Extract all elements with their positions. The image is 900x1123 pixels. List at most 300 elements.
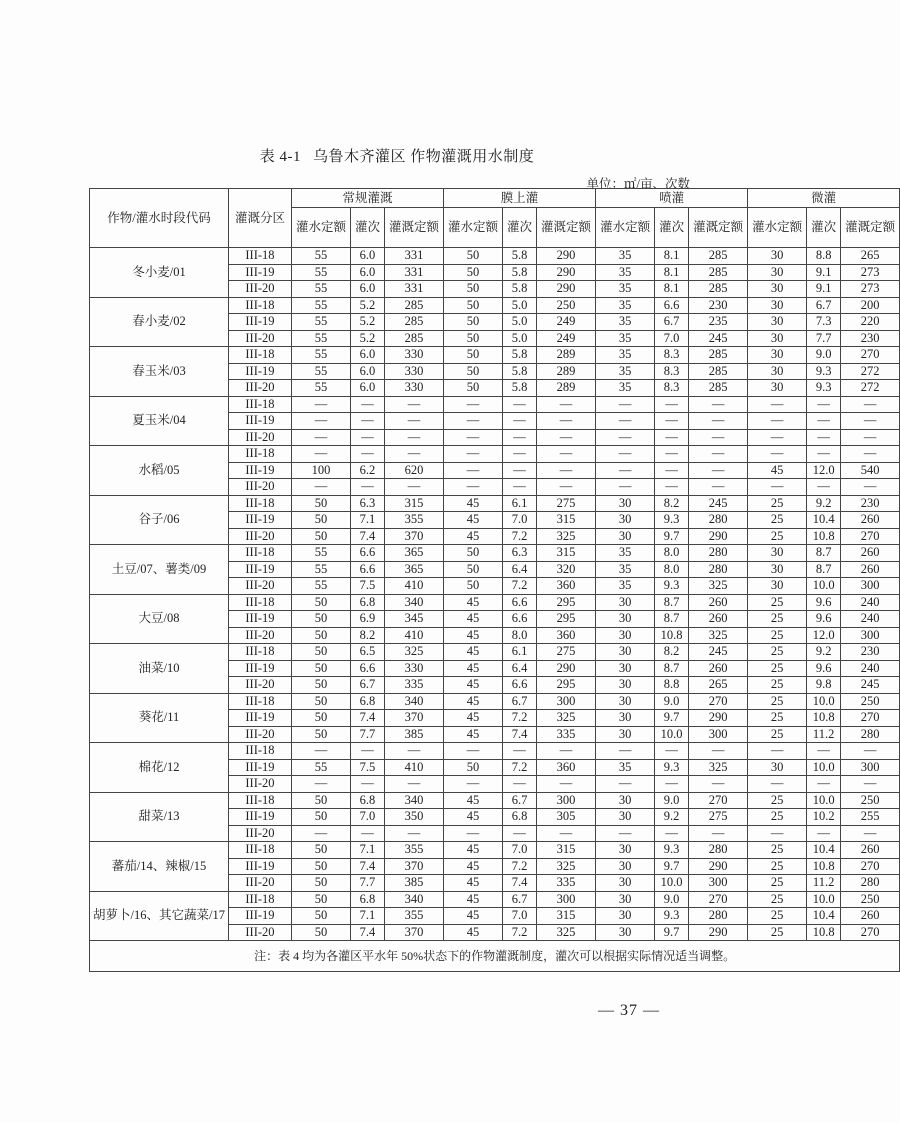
value-cell: 6.0 (350, 248, 384, 265)
value-cell: 50 (444, 314, 503, 331)
value-cell: 300 (841, 627, 900, 644)
value-cell: 6.7 (807, 297, 841, 314)
value-cell: 331 (385, 264, 444, 281)
value-cell: 275 (689, 809, 748, 826)
value-cell: — (841, 776, 900, 793)
value-cell: 285 (689, 281, 748, 298)
value-cell: — (350, 396, 384, 413)
value-cell: — (350, 479, 384, 496)
value-cell: 30 (596, 924, 655, 941)
value-cell: 220 (841, 314, 900, 331)
value-cell: 370 (385, 858, 444, 875)
zone-code: III-20 (228, 677, 291, 694)
value-cell: 290 (689, 924, 748, 941)
value-cell: 10.8 (807, 710, 841, 727)
value-cell: 30 (596, 677, 655, 694)
value-cell: — (807, 396, 841, 413)
table-row (90, 396, 900, 413)
value-cell: 345 (385, 611, 444, 628)
value-cell: — (655, 396, 689, 413)
value-cell: 260 (689, 611, 748, 628)
value-cell: 8.3 (655, 380, 689, 397)
value-cell: 270 (841, 710, 900, 727)
value-cell: 30 (596, 644, 655, 661)
value-cell: — (748, 825, 807, 842)
value-cell: 8.2 (350, 627, 384, 644)
value-cell: 285 (385, 330, 444, 347)
value-cell: 275 (537, 495, 596, 512)
value-cell: 30 (596, 842, 655, 859)
value-cell: 6.2 (350, 462, 384, 479)
value-cell: 260 (841, 545, 900, 562)
value-cell: 6.5 (350, 644, 384, 661)
value-cell: 285 (689, 264, 748, 281)
value-cell: 340 (385, 594, 444, 611)
value-cell: 9.0 (655, 891, 689, 908)
value-cell: 25 (748, 644, 807, 661)
value-cell: — (689, 413, 748, 430)
value-cell: 285 (689, 347, 748, 364)
value-cell: 25 (748, 528, 807, 545)
value-cell: — (655, 776, 689, 793)
zone-code: III-20 (228, 479, 291, 496)
value-cell: 270 (689, 792, 748, 809)
value-cell: 295 (537, 594, 596, 611)
value-cell: 335 (537, 726, 596, 743)
value-cell: 30 (596, 809, 655, 826)
header-sub: 灌次 (503, 208, 537, 248)
value-cell: 9.0 (655, 693, 689, 710)
value-cell: 275 (537, 644, 596, 661)
value-cell: — (807, 413, 841, 430)
value-cell: 6.1 (503, 644, 537, 661)
value-cell: 30 (748, 297, 807, 314)
value-cell: 7.7 (350, 726, 384, 743)
value-cell: — (444, 429, 503, 446)
value-cell: 35 (596, 759, 655, 776)
value-cell: 5.0 (503, 314, 537, 331)
crop-name: 冬小麦/01 (90, 248, 229, 298)
value-cell: 8.0 (655, 545, 689, 562)
value-cell: — (291, 479, 350, 496)
value-cell: — (689, 776, 748, 793)
zone-code: III-20 (228, 281, 291, 298)
value-cell: 10.4 (807, 908, 841, 925)
page-number: — 37 — (598, 1002, 660, 1019)
value-cell: 300 (841, 759, 900, 776)
value-cell: 7.1 (350, 908, 384, 925)
value-cell: — (503, 776, 537, 793)
value-cell: 340 (385, 891, 444, 908)
value-cell: 45 (444, 858, 503, 875)
value-cell: 289 (537, 347, 596, 364)
value-cell: — (655, 825, 689, 842)
value-cell: 30 (596, 627, 655, 644)
value-cell: — (444, 743, 503, 760)
value-cell: 55 (291, 248, 350, 265)
table-row (90, 347, 900, 364)
value-cell: 300 (537, 891, 596, 908)
value-cell: 25 (748, 627, 807, 644)
value-cell: 10.8 (655, 627, 689, 644)
value-cell: — (655, 413, 689, 430)
value-cell: — (807, 825, 841, 842)
value-cell: 9.7 (655, 528, 689, 545)
value-cell: 6.0 (350, 380, 384, 397)
crop-name: 土豆/07、薯类/09 (90, 545, 229, 595)
value-cell: 6.0 (350, 347, 384, 364)
value-cell: 10.8 (807, 924, 841, 941)
value-cell: 9.0 (807, 347, 841, 364)
value-cell: 330 (385, 347, 444, 364)
header-sub: 灌次 (655, 208, 689, 248)
zone-code: III-18 (228, 594, 291, 611)
value-cell: — (444, 446, 503, 463)
value-cell: — (748, 743, 807, 760)
value-cell: 5.8 (503, 281, 537, 298)
zone-code: III-20 (228, 528, 291, 545)
value-cell: — (444, 413, 503, 430)
value-cell: 230 (841, 495, 900, 512)
value-cell: 50 (444, 545, 503, 562)
value-cell: 35 (596, 347, 655, 364)
value-cell: 245 (689, 644, 748, 661)
value-cell: 5.8 (503, 248, 537, 265)
value-cell: — (503, 446, 537, 463)
crop-name: 夏玉米/04 (90, 396, 229, 446)
crop-name: 蕃茄/14、辣椒/15 (90, 842, 229, 892)
value-cell: 540 (841, 462, 900, 479)
value-cell: 10.0 (655, 726, 689, 743)
value-cell: 8.3 (655, 347, 689, 364)
value-cell: 50 (444, 759, 503, 776)
value-cell: 315 (537, 512, 596, 529)
value-cell: 25 (748, 512, 807, 529)
table-row (90, 545, 900, 562)
value-cell: 290 (537, 248, 596, 265)
value-cell: 55 (291, 264, 350, 281)
zone-code: III-19 (228, 462, 291, 479)
header-sub: 灌水定额 (596, 208, 655, 248)
value-cell: 6.3 (350, 495, 384, 512)
value-cell: 30 (748, 347, 807, 364)
value-cell: 325 (537, 858, 596, 875)
value-cell: — (807, 743, 841, 760)
value-cell: 280 (689, 545, 748, 562)
value-cell: 620 (385, 462, 444, 479)
value-cell: — (748, 446, 807, 463)
value-cell: — (596, 429, 655, 446)
value-cell: 30 (596, 660, 655, 677)
value-cell: 5.0 (503, 297, 537, 314)
value-cell: 300 (537, 693, 596, 710)
header-sub: 灌水定额 (748, 208, 807, 248)
value-cell: 6.6 (503, 594, 537, 611)
value-cell: 8.1 (655, 248, 689, 265)
value-cell: — (807, 429, 841, 446)
value-cell: 25 (748, 908, 807, 925)
value-cell: 7.5 (350, 578, 384, 595)
value-cell: 50 (444, 380, 503, 397)
value-cell: 8.0 (503, 627, 537, 644)
value-cell: 6.7 (503, 693, 537, 710)
value-cell: 55 (291, 281, 350, 298)
value-cell: 6.7 (350, 677, 384, 694)
value-cell: 270 (841, 858, 900, 875)
crop-name: 水稻/05 (90, 446, 229, 496)
value-cell: 5.8 (503, 264, 537, 281)
value-cell: — (596, 776, 655, 793)
value-cell: — (537, 446, 596, 463)
value-cell: 340 (385, 792, 444, 809)
value-cell: 7.4 (503, 875, 537, 892)
value-cell: 7.0 (503, 908, 537, 925)
value-cell: 50 (444, 281, 503, 298)
value-cell: — (537, 825, 596, 842)
value-cell: 6.0 (350, 264, 384, 281)
value-cell: 35 (596, 363, 655, 380)
value-cell: 50 (291, 710, 350, 727)
zone-code: III-18 (228, 644, 291, 661)
value-cell: 50 (444, 347, 503, 364)
header-zone: 灌溉分区 (228, 189, 291, 248)
value-cell: 45 (444, 528, 503, 545)
value-cell: — (655, 446, 689, 463)
value-cell: 235 (689, 314, 748, 331)
value-cell: 55 (291, 347, 350, 364)
value-cell: 30 (748, 330, 807, 347)
value-cell: — (596, 396, 655, 413)
zone-code: III-20 (228, 330, 291, 347)
value-cell: 25 (748, 891, 807, 908)
value-cell: — (748, 776, 807, 793)
value-cell: 6.6 (350, 545, 384, 562)
value-cell: 285 (385, 297, 444, 314)
value-cell: 30 (596, 710, 655, 727)
value-cell: — (444, 396, 503, 413)
value-cell: 315 (537, 545, 596, 562)
value-cell: 55 (291, 759, 350, 776)
zone-code: III-20 (228, 924, 291, 941)
table-title (0, 145, 794, 166)
value-cell: 385 (385, 726, 444, 743)
value-cell: 25 (748, 726, 807, 743)
value-cell: 50 (291, 594, 350, 611)
value-cell: 50 (291, 644, 350, 661)
header-group: 喷灌 (596, 189, 748, 208)
table-row (90, 248, 900, 265)
value-cell: 50 (291, 512, 350, 529)
value-cell: 6.1 (503, 495, 537, 512)
value-cell: 10.2 (807, 809, 841, 826)
value-cell: 45 (444, 512, 503, 529)
value-cell: 50 (291, 842, 350, 859)
value-cell: 230 (841, 330, 900, 347)
value-cell: 325 (689, 759, 748, 776)
value-cell: 25 (748, 809, 807, 826)
value-cell: — (689, 396, 748, 413)
value-cell: 50 (444, 363, 503, 380)
table-row (90, 842, 900, 859)
zone-code: III-20 (228, 429, 291, 446)
value-cell: 9.3 (655, 759, 689, 776)
value-cell: — (841, 479, 900, 496)
value-cell: — (841, 743, 900, 760)
value-cell: 45 (444, 891, 503, 908)
value-cell: 55 (291, 545, 350, 562)
value-cell: 30 (596, 528, 655, 545)
value-cell: 335 (537, 875, 596, 892)
value-cell: — (537, 479, 596, 496)
value-cell: 5.2 (350, 330, 384, 347)
value-cell: 260 (841, 842, 900, 859)
zone-code: III-18 (228, 297, 291, 314)
value-cell: 255 (841, 809, 900, 826)
value-cell: 260 (689, 594, 748, 611)
value-cell: 6.0 (350, 281, 384, 298)
value-cell: 265 (689, 677, 748, 694)
value-cell: — (385, 479, 444, 496)
header-group: 膜上灌 (444, 189, 596, 208)
value-cell: 300 (689, 726, 748, 743)
value-cell: 7.2 (503, 858, 537, 875)
value-cell: 6.7 (503, 792, 537, 809)
value-cell: 330 (385, 363, 444, 380)
value-cell: 300 (841, 578, 900, 595)
value-cell: 45 (444, 842, 503, 859)
value-cell: 365 (385, 561, 444, 578)
value-cell: 330 (385, 660, 444, 677)
value-cell: — (350, 743, 384, 760)
zone-code: III-19 (228, 858, 291, 875)
value-cell: 5.2 (350, 297, 384, 314)
value-cell: 290 (689, 528, 748, 545)
value-cell: 270 (841, 924, 900, 941)
value-cell: 7.2 (503, 528, 537, 545)
value-cell: 55 (291, 297, 350, 314)
header-sub: 灌次 (807, 208, 841, 248)
value-cell: 300 (689, 875, 748, 892)
value-cell: 50 (291, 693, 350, 710)
value-cell: 315 (385, 495, 444, 512)
value-cell: 8.2 (655, 644, 689, 661)
value-cell: 5.2 (350, 314, 384, 331)
value-cell: 240 (841, 660, 900, 677)
value-cell: 331 (385, 248, 444, 265)
value-cell: 10.8 (807, 528, 841, 545)
table-row (90, 495, 900, 512)
value-cell: — (537, 429, 596, 446)
zone-code: III-19 (228, 908, 291, 925)
value-cell: — (689, 429, 748, 446)
value-cell: 45 (444, 693, 503, 710)
value-cell: 250 (841, 693, 900, 710)
value-cell: — (596, 479, 655, 496)
value-cell: 320 (537, 561, 596, 578)
value-cell: 55 (291, 314, 350, 331)
value-cell: 7.7 (807, 330, 841, 347)
value-cell: 25 (748, 677, 807, 694)
value-cell: 30 (748, 314, 807, 331)
value-cell: 9.2 (807, 644, 841, 661)
value-cell: 7.0 (655, 330, 689, 347)
value-cell: 50 (444, 561, 503, 578)
value-cell: 30 (748, 380, 807, 397)
value-cell: 290 (537, 281, 596, 298)
value-cell: 25 (748, 858, 807, 875)
value-cell: 370 (385, 924, 444, 941)
zone-code: III-19 (228, 809, 291, 826)
value-cell: 285 (689, 363, 748, 380)
value-cell: 25 (748, 792, 807, 809)
value-cell: 50 (444, 264, 503, 281)
value-cell: 8.2 (655, 495, 689, 512)
value-cell: 25 (748, 660, 807, 677)
value-cell: 8.7 (655, 660, 689, 677)
value-cell: 6.9 (350, 611, 384, 628)
value-cell: 340 (385, 693, 444, 710)
value-cell: 11.2 (807, 875, 841, 892)
value-cell: — (444, 776, 503, 793)
value-cell: 6.6 (350, 660, 384, 677)
zone-code: III-18 (228, 891, 291, 908)
zone-code: III-19 (228, 264, 291, 281)
value-cell: 280 (689, 512, 748, 529)
value-cell: 45 (444, 677, 503, 694)
value-cell: 100 (291, 462, 350, 479)
value-cell: 200 (841, 297, 900, 314)
value-cell: 325 (537, 710, 596, 727)
value-cell: 8.7 (807, 545, 841, 562)
value-cell: 30 (596, 495, 655, 512)
crop-name: 大豆/08 (90, 594, 229, 644)
value-cell: 9.3 (807, 380, 841, 397)
value-cell: 350 (385, 809, 444, 826)
header-sub: 灌溉定额 (385, 208, 444, 248)
value-cell: 45 (444, 644, 503, 661)
value-cell: 9.1 (807, 281, 841, 298)
value-cell: 10.4 (807, 512, 841, 529)
value-cell: 35 (596, 578, 655, 595)
value-cell: 25 (748, 611, 807, 628)
table-row (90, 297, 900, 314)
value-cell: — (689, 446, 748, 463)
value-cell: 50 (291, 677, 350, 694)
crop-name: 葵花/11 (90, 693, 229, 743)
value-cell: 245 (689, 495, 748, 512)
value-cell: — (537, 743, 596, 760)
value-cell: 6.4 (503, 660, 537, 677)
value-cell: 30 (748, 759, 807, 776)
value-cell: 240 (841, 611, 900, 628)
value-cell: — (503, 825, 537, 842)
value-cell: 360 (537, 627, 596, 644)
value-cell: 260 (841, 908, 900, 925)
value-cell: — (537, 462, 596, 479)
value-cell: — (807, 479, 841, 496)
value-cell: 30 (596, 726, 655, 743)
value-cell: 55 (291, 330, 350, 347)
value-cell: — (385, 446, 444, 463)
value-cell: 55 (291, 561, 350, 578)
value-cell: 35 (596, 297, 655, 314)
table-row (90, 446, 900, 463)
value-cell: 6.6 (503, 677, 537, 694)
value-cell: 50 (291, 660, 350, 677)
value-cell: 50 (444, 297, 503, 314)
value-cell: — (385, 429, 444, 446)
value-cell: 45 (444, 627, 503, 644)
